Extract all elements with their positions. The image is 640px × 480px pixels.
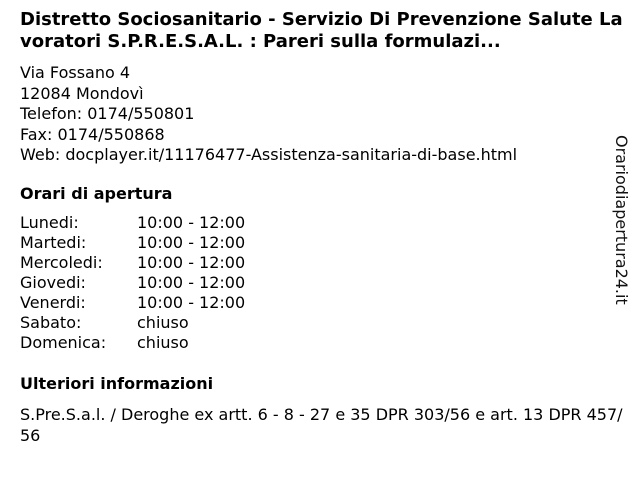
hours-day: Venerdi: [20,293,86,312]
fax-number: Fax: 0174/550868 [20,124,165,144]
hours-day: Mercoledi: [20,253,103,272]
hours-time: 10:00 - 12:00 [137,233,246,252]
hours-time: chiuso [137,313,189,332]
hours-time: chiuso [137,333,189,352]
hours-day: Martedi: [20,233,87,252]
additional-info-heading: Ulteriori informazioni [20,374,214,393]
city-postal-code: 12084 Mondovì [20,83,144,103]
hours-row-saturday [20,313,245,333]
street-address: Via Fossano 4 [20,63,131,82]
hours-day: Lunedi: [20,213,79,232]
address-block [20,63,517,166]
hours-row-wednesday [20,253,245,273]
hours-day: Giovedi: [20,273,86,292]
hours-row-monday [20,213,245,233]
hours-time: 10:00 - 12:00 [137,293,246,312]
opening-hours-table [20,213,245,353]
hours-time: 10:00 - 12:00 [137,253,246,272]
hours-row-sunday [20,333,245,353]
page-title: Distretto Sociosanitario - Servizio Di Prevenzione Salute Lavoratori S.P.R.E.S.A.L. : Pareri sulla formulazi... [20,9,623,52]
opening-hours-heading: Orari di apertura [20,184,173,203]
hours-time: 10:00 - 12:00 [137,213,246,232]
hours-row-thursday [20,273,245,293]
phone-number: Telefon: 0174/550801 [20,104,195,123]
additional-info-text: S.Pre.S.a.l. / Deroghe ex artt. 6 - 8 - 27 e 35 DPR 303/56 e art. 13 DPR 457/56 [20,405,623,445]
hours-time: 10:00 - 12:00 [137,273,246,292]
brand-watermark: Orariodiapertura24.it [612,135,631,305]
hours-day: Domenica: [20,333,107,352]
hours-row-tuesday [20,233,245,253]
hours-day: Sabato: [20,313,82,332]
website-link[interactable]: Web: docplayer.it/11176477-Assistenza-sanitaria-di-base.html [20,145,518,164]
hours-row-friday [20,293,245,313]
